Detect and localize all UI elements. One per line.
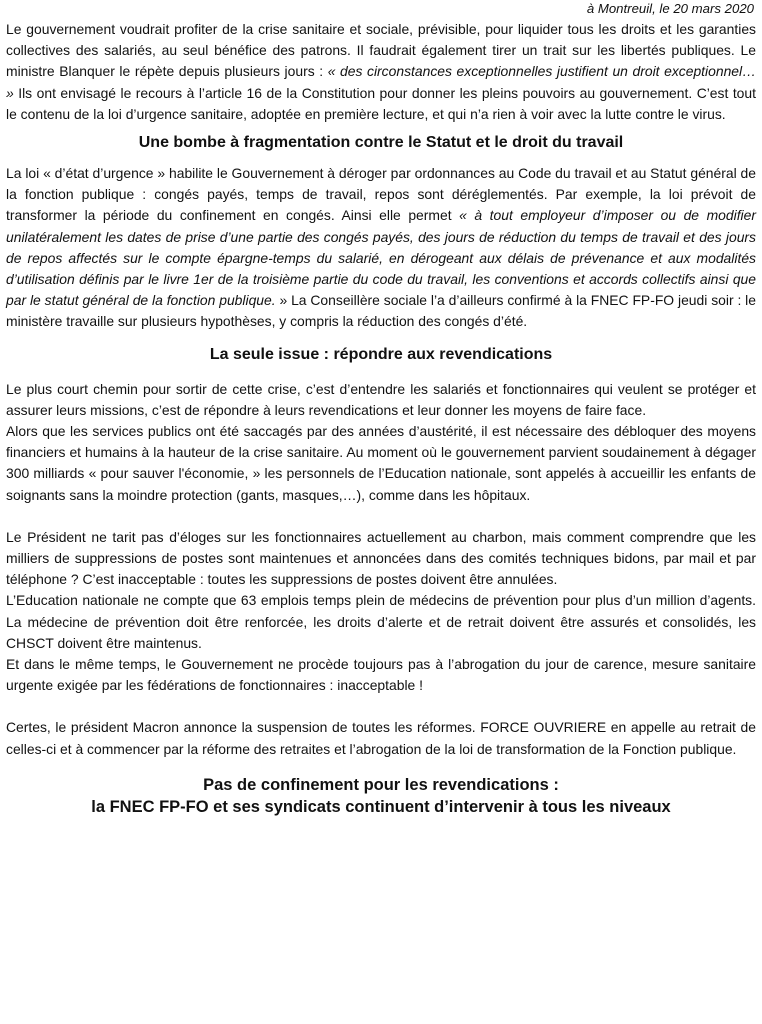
section1-quote: « à tout employeur d’imposer ou de modifier unilatéralement les dates de prise d’une partie des congés payés, des jours de réduction du temps de travail et des jours de repos affectés sur le compte épargne-temps du salarié, en dérogeant aux délais de prévenance et aux modalités d’utilisation définis par le livre 1er de la troisième partie du code du travail, les conventions et accords collectifs ainsi que par le statut général de la fonction publique.: [6, 207, 756, 309]
section2-paragraph-4: L’Education nationale ne compte que 63 emplois temps plein de médecins de prévention pour plus d’un million d’agents. La médecine de prévention doit être renforcée, les droits d’alerte et de retrait doivent être assurés et consolidés, les CHSCT doivent être maintenus.: [6, 592, 756, 651]
section1-text-before: La loi « d’état d’urgence » habilite le Gouvernement à déroger par ordonnances au Code du travail et au Statut général de la fonction publique : congés payés, temps de travail, repos sont déréglementés. Par exemple, la loi prévoit de transformer la période du confinement en congés. Ainsi elle permet: [6, 165, 756, 224]
section2-paragraph-1: Le plus court chemin pour sortir de cette crise, c’est d’entendre les salariés et fonctionnaires qui veulent se protéger et assurer leurs missions, c’est de répondre à leurs revendications et leur donner les moyens de faire face.: [6, 380, 756, 418]
section2-paragraph-5: Et dans le même temps, le Gouvernement ne procède toujours pas à l’abrogation du jour de carence, mesure sanitaire urgente exigée par les fédérations de fonctionnaires : inacceptable !: [6, 656, 756, 694]
intro-paragraph: [6, 19, 756, 125]
intro-quote: « des circonstances exceptionnelles justifient un droit exceptionnel… »: [6, 63, 757, 101]
dateline: à Montreuil, le 20 mars 2020: [586, 1, 754, 16]
intro-text-before: Le gouvernement voudrait profiter de la crise sanitaire et sociale, prévisible, pour liquider tous les droits et les garanties collectives des salariés, au seul bénéfice des patrons. Il faudrait également tirer un trait sur les libertés publiques. Le ministre Blanquer le répète depuis plusieurs jours :: [6, 21, 756, 80]
section2-paragraph-3: Le Président ne tarit pas d’éloges sur les fonctionnaires actuellement au charbon, mais comment comprendre que les milliers de suppressions de postes sont maintenues et annoncées dans des comités techniques bidons, par mail et par téléphone ? C’est inacceptable : toutes les suppressions de postes doivent être annulées.: [6, 528, 756, 588]
closing-line-2: la FNEC FP-FO et ses syndicats continuent d’intervenir à tous les niveaux: [91, 797, 671, 816]
section1-text-after: » La Conseillère sociale l’a d’ailleurs confirmé à la FNEC FP-FO jeudi soir : le ministère travaille sur plusieurs hypothèses, y compris la réduction des congés d’été.: [6, 292, 756, 330]
section1-paragraph: [6, 163, 756, 333]
section2-paragraph-6: Certes, le président Macron annonce la suspension de toutes les réformes. FORCE OUVRIERE en appelle au retrait de celles-ci et à commencer par la réforme des retraites et l’abrogation de la loi de transformation de la Fonction publique.: [6, 719, 756, 757]
section2-paragraph-2: Alors que les services publics ont été saccagés par des années d’austérité, il est nécessaire des débloquer des moyens financiers et humains à la hauteur de la crise sanitaire. Au moment où le gouvernement parvient soudainement à dégager 300 milliards « pour sauver l'économie, » les personnels de l’Education nationale, sont appelés à accueillir les enfants de soignants sans la moindre protection (gants, masques,…), comme dans les hôpitaux.: [6, 423, 756, 503]
section2-heading: La seule issue : répondre aux revendications: [209, 345, 553, 363]
paragraph-spacer: [6, 696, 756, 717]
intro-text-after: Ils ont envisagé le recours à l’article 16 de la Constitution pour donner les pleins pouvoirs au gouvernement. C’est tout le contenu de la loi d’urgence sanitaire, adoptée en première lecture, et qui n’a rien à voir avec la lutte contre le virus.: [6, 84, 756, 122]
paragraph-spacer: [6, 506, 756, 527]
closing-line-1: Pas de confinement pour les revendications :: [203, 775, 559, 794]
closing-headline: [6, 774, 756, 818]
section1-heading: Une bombe à fragmentation contre le Statut et le droit du travail: [138, 134, 624, 152]
